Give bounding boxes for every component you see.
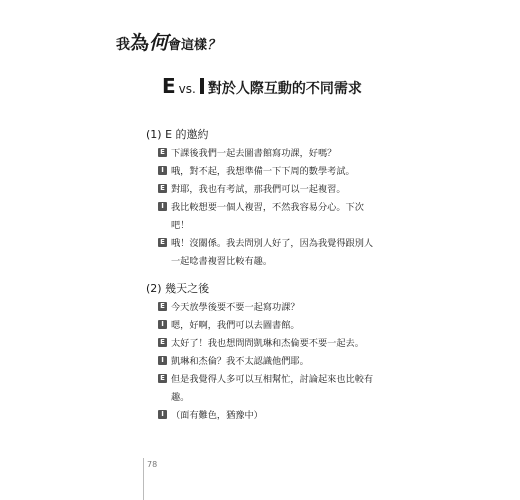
logo-char: 我 bbox=[116, 37, 130, 53]
section-title bbox=[162, 74, 362, 98]
page-number: 78 bbox=[147, 460, 158, 469]
dialogue-line bbox=[158, 199, 364, 213]
book-title-logo bbox=[116, 28, 220, 55]
dialogue-text: 太好了！我也想問問凱琳和杰倫要不要一起去。 bbox=[171, 338, 364, 349]
speaker-badge: E bbox=[158, 238, 167, 247]
dialogue-text: （面有難色，猶豫中） bbox=[171, 410, 263, 421]
title-text: 對於人際互動的不同需求 bbox=[207, 81, 362, 97]
dialogue-line bbox=[158, 299, 300, 313]
dialogue-continuation: 趣。 bbox=[171, 392, 190, 403]
dialogue-line bbox=[158, 163, 355, 177]
dialogue-line bbox=[158, 145, 336, 159]
dialogue-text: 哦！沒關係。我去問別人好了，因為我覺得跟別人 bbox=[171, 238, 374, 249]
dialogue-line bbox=[158, 181, 346, 195]
dialogue-text: 今天放學後要不要一起寫功課？ bbox=[171, 302, 300, 313]
logo-char: 何 bbox=[149, 32, 169, 54]
speaker-badge: E bbox=[158, 374, 167, 383]
dialogue-text: 下課後我們一起去圖書館寫功課，好嗎？ bbox=[171, 148, 337, 159]
speaker-badge: I bbox=[158, 202, 167, 211]
dialogue-text: 哦，對不起，我想準備一下下周的數學考試。 bbox=[171, 166, 355, 177]
dialogue-text: 對耶，我也有考試，那我們可以一起複習。 bbox=[171, 184, 346, 195]
dialogue-text: 嗯，好啊，我們可以去圖書館。 bbox=[171, 320, 300, 331]
speaker-badge: E bbox=[158, 148, 167, 157]
dialogue-line bbox=[158, 235, 373, 249]
speaker-badge: E bbox=[158, 184, 167, 193]
speaker-badge: I bbox=[158, 356, 167, 365]
speaker-badge: I bbox=[158, 166, 167, 175]
dialogue-line bbox=[158, 353, 309, 367]
dialogue-line bbox=[158, 335, 364, 349]
title-vs: vs. bbox=[178, 82, 196, 96]
speaker-badge: I bbox=[158, 410, 167, 419]
dialogue-line bbox=[158, 371, 373, 385]
dialogue-text: 我比較想要一個人複習，不然我容易分心。下次 bbox=[171, 202, 364, 213]
dialogue-continuation: 一起唸書複習比較有趣。 bbox=[171, 256, 273, 267]
section-heading: (2) 幾天之後 bbox=[146, 282, 210, 295]
logo-char: ？ bbox=[207, 38, 221, 53]
speaker-badge: E bbox=[158, 302, 167, 311]
logo-char: 會這樣 bbox=[168, 38, 208, 53]
speaker-badge: E bbox=[158, 338, 167, 347]
dialogue-line bbox=[158, 317, 300, 331]
section-heading: (1) E 的邀約 bbox=[146, 128, 209, 141]
dialogue-text: 凱琳和杰倫？我不太認識他們耶。 bbox=[171, 356, 309, 367]
title-e: E bbox=[162, 74, 176, 98]
dialogue-text: 但是我覺得人多可以互相幫忙，討論起來也比較有 bbox=[171, 374, 374, 385]
dialogue-continuation: 吧！ bbox=[171, 220, 190, 231]
dialogue-line bbox=[158, 407, 263, 421]
speaker-badge: I bbox=[158, 320, 167, 329]
title-i-bar bbox=[200, 78, 204, 94]
logo-char: 為 bbox=[130, 32, 150, 54]
footer-rule bbox=[143, 458, 144, 500]
